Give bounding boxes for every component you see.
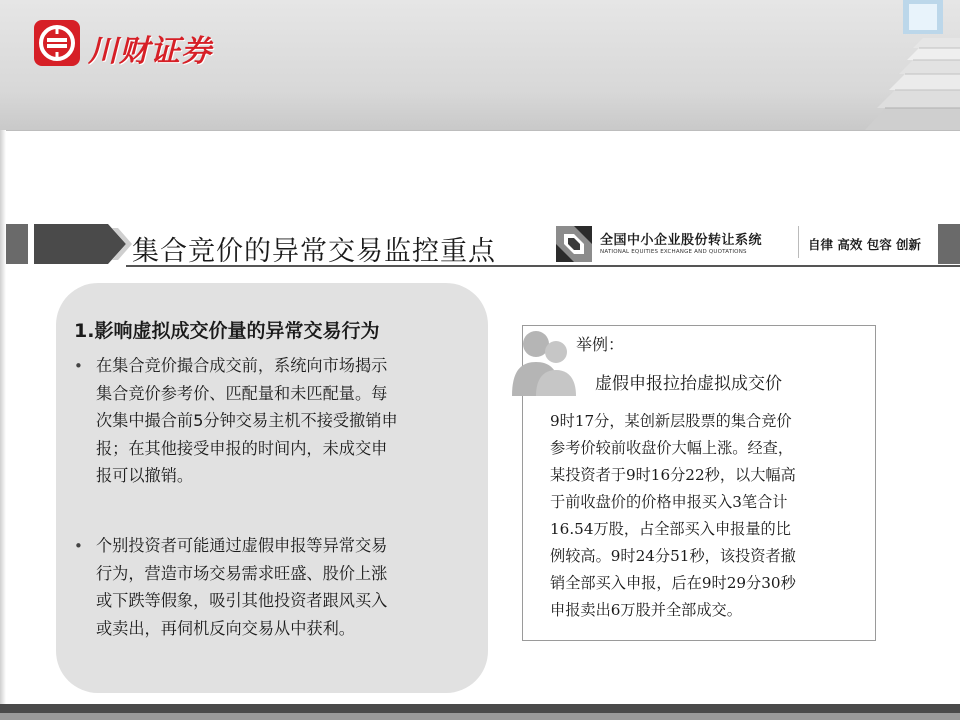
example-line: 16.54万股，占全部买入申报量的比: [550, 520, 791, 538]
chuancai-logo-icon: [34, 20, 80, 66]
paragraph-line: 报可以撤销。: [96, 466, 194, 485]
example-label: 举例：: [576, 335, 625, 354]
brand-name: 川财证券: [88, 34, 212, 69]
example-line: 例较高。9时24分51秒，该投资者撤: [550, 547, 796, 565]
paragraph-line: 次集中撮合前5分钟交易主机不接受撤销申: [96, 411, 398, 430]
example-line: 9时17分，某创新层股票的集合竞价: [550, 412, 792, 430]
partner-name-en: NATIONAL EQUITIES EXCHANGE AND QUOTATIONS: [600, 249, 747, 255]
example-line: 参考价较前收盘价大幅上涨。经查，: [550, 439, 793, 457]
paragraph-line: 行为，营造市场交易需求旺盛、股价上涨: [96, 563, 388, 583]
paragraph-line: 个别投资者可能通过虚假申报等异常交易: [96, 536, 388, 555]
bullet-paragraph-2: [96, 532, 476, 642]
title-divider: [798, 226, 799, 258]
example-line: 申报卖出6万股并全部成交。: [550, 601, 742, 619]
paragraph-line: 报；在其他接受申报的时间内，未成交申: [96, 438, 388, 458]
people-icon: [510, 322, 576, 396]
paragraph-line: 在集合竞价撮合成交前，系统向市场揭示: [96, 356, 388, 375]
paragraph-line: 集合竞价参考价、匹配量和未匹配量。每: [96, 383, 388, 403]
bullet-marker: •: [74, 537, 83, 555]
paragraph-line: 或下跌等假象，吸引其他投资者跟风买入: [96, 591, 388, 610]
bullet-marker: •: [74, 357, 83, 375]
example-line: 于前收盘价的价格申报买入3笔合计: [550, 493, 788, 511]
example-body: [550, 408, 870, 624]
panel-shadow: [0, 130, 6, 704]
paragraph-line: 或卖出，再伺机反向交易从中获利。: [96, 618, 355, 638]
page-title: 集合竞价的异常交易监控重点: [132, 236, 496, 267]
example-subtitle: 虚假申报拉抬虚拟成交价: [595, 374, 782, 394]
bullet-paragraph-1: [96, 352, 476, 490]
example-line: 销全部买入申报，后在9时29分30秒: [550, 574, 796, 592]
card-heading: 1.影响虚拟成交价量的异常交易行为: [74, 320, 380, 342]
example-line: 某投资者于9时16分22秒，以大幅高: [550, 466, 796, 484]
bottom-bar: [0, 704, 960, 720]
partner-slogan: 自律 高效 包容 创新: [808, 237, 922, 252]
partner-name-cn: 全国中小企业股份转让系统: [600, 233, 763, 248]
neeq-logo-icon: [554, 224, 594, 264]
staircase-illustration-icon: [825, 0, 960, 130]
